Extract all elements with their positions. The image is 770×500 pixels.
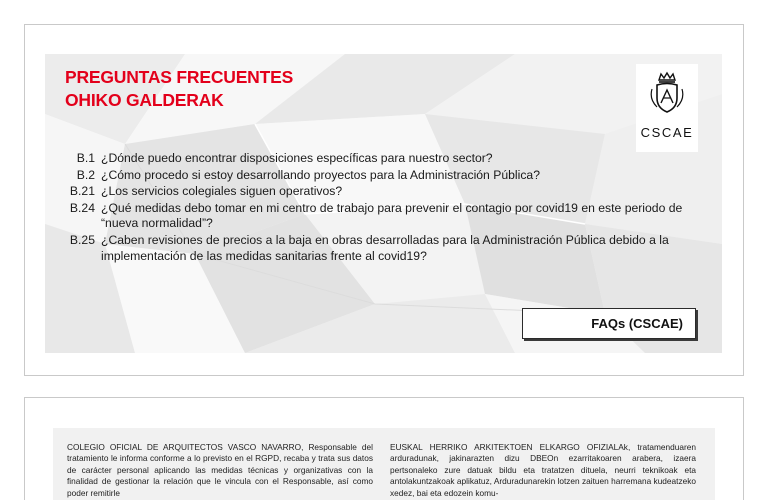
faq-item[interactable]	[65, 168, 685, 184]
faq-banner	[45, 54, 722, 353]
logo-text: CSCAE	[640, 125, 694, 140]
faq-code: B.21	[69, 184, 95, 199]
crown-shield-emblem-icon	[649, 71, 685, 115]
faq-question[interactable]: ¿Los servicios colegiales siguen operativos?	[101, 184, 343, 199]
faq-code: B.2	[76, 167, 95, 182]
page-title	[65, 66, 293, 112]
newsletter-page-legal	[24, 397, 744, 500]
faqs-cscae-button[interactable]: FAQs (CSCAE)	[522, 308, 696, 339]
faq-question[interactable]: ¿Caben revisiones de precios a la baja en obras desarrolladas para la Administración Pública debido a la implementación de las medidas sanitarias frente al covid19?	[101, 232, 669, 263]
faq-item[interactable]	[65, 184, 685, 200]
faq-item[interactable]	[65, 151, 685, 167]
faq-question[interactable]: ¿Cómo procedo si estoy desarrollando proyectos para la Administración Pública?	[101, 167, 540, 182]
newsletter-page-faq	[24, 24, 744, 376]
legal-text-spanish: COLEGIO OFICIAL DE ARQUITECTOS VASCO NAVARRO, Responsable del tratamiento le informa conforme a lo previsto en el RGPD, recaba y trata sus datos de carácter personal aplicando las medidas técnicas y organizativas con la finalidad de gestionar la relación que le vincula con el Responsable, así como poder remitirle	[67, 442, 373, 498]
legal-notice-box	[53, 428, 715, 500]
title-spanish: PREGUNTAS FRECUENTES	[65, 67, 294, 87]
faq-code: B.24	[69, 200, 95, 215]
faq-list	[65, 151, 685, 265]
title-basque: OHIKO GALDERAK	[65, 90, 224, 110]
faq-code: B.25	[69, 232, 95, 247]
faq-code: B.1	[76, 151, 95, 165]
faq-question[interactable]: ¿Dónde puedo encontrar disposiciones específicas para nuestro sector?	[101, 151, 493, 165]
faq-question[interactable]: ¿Qué medidas debo tomar en mi centro de trabajo para prevenir el contagio por covid19 en este periodo de “nueva normalidad”?	[101, 200, 683, 231]
faq-item[interactable]	[65, 233, 685, 264]
legal-text-basque: EUSKAL HERRIKO ARKITEKTOEN ELKARGO OFIZIALAk, tratamenduaren arduradunak, jakinarazten dizu DBEOn ezarritakoaren arabera, izaera pertsonaleko zure datuak bildu eta tratatzen dituela, neurri teknikoak eta antolakuntzakoak aplikatuz, Arduradunarekin lotzen zaituen harremana kudeatzeko xedez, bai eta edozein komu-	[390, 442, 696, 498]
faq-item[interactable]	[65, 201, 685, 232]
cscae-logo	[636, 64, 698, 152]
